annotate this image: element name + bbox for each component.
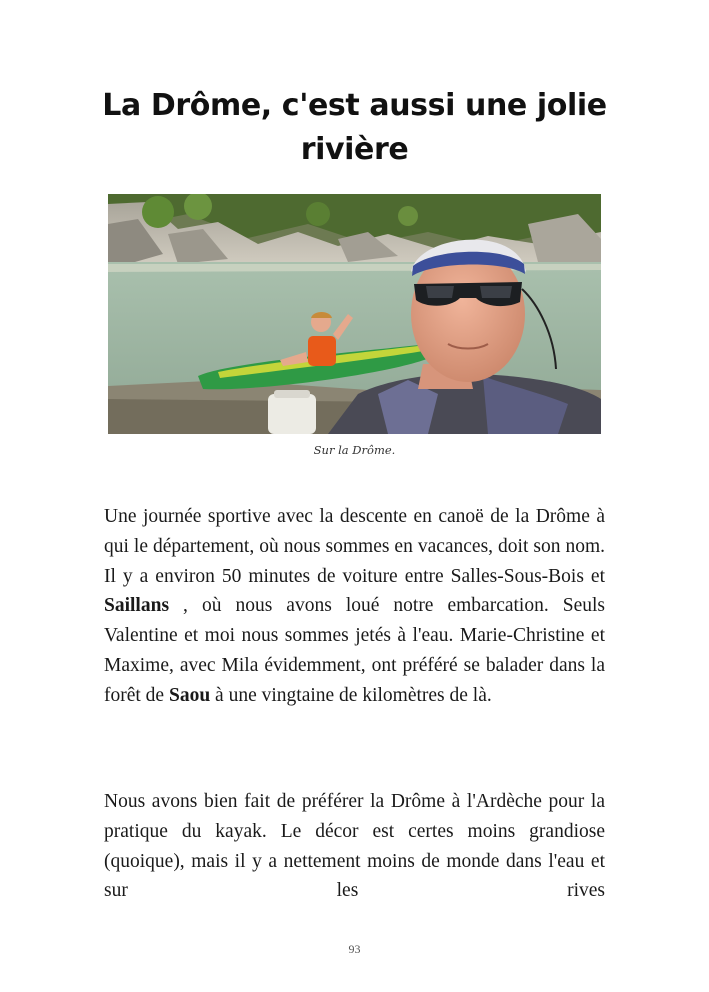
place-saillans: Saillans: [104, 595, 170, 617]
kayak-photo-illustration: [108, 194, 601, 434]
paragraph-1-part-3: à une vingtaine de kilomètres de là.: [210, 684, 492, 706]
page-number: 93: [348, 942, 361, 956]
paragraph-1: [104, 502, 605, 711]
paragraph-1-part-1: Une journée sportive avec la descente en canoë de la Drôme à qui le département, où nous sommes en vacances, doit son nom. Il y a environ 50 minutes de voiture entre Salles-Sous-Bois et: [104, 506, 605, 587]
kayak-photo: [108, 194, 601, 434]
place-saou: Saou: [168, 684, 211, 706]
paragraph-2: Nous avons bien fait de préférer la Drôme à l'Ardèche pour la pratique du kayak. Le décor est certes moins grandiose (quoique), mais il y a nettement moins de monde dans l'eau et sur les rives: [104, 791, 605, 902]
paragraph-1-part-2: , où nous avons loué notre embarcation. Seuls Valentine et moi nous sommes jetés à l'eau. Marie-Christine et Maxime, avec Mila évidemment, ont préféré se balader dans la forêt de: [104, 595, 605, 706]
photo-caption: Sur la Drôme.: [313, 443, 396, 457]
page-title: La Drôme, c'est aussi une jolie rivière: [102, 88, 607, 167]
